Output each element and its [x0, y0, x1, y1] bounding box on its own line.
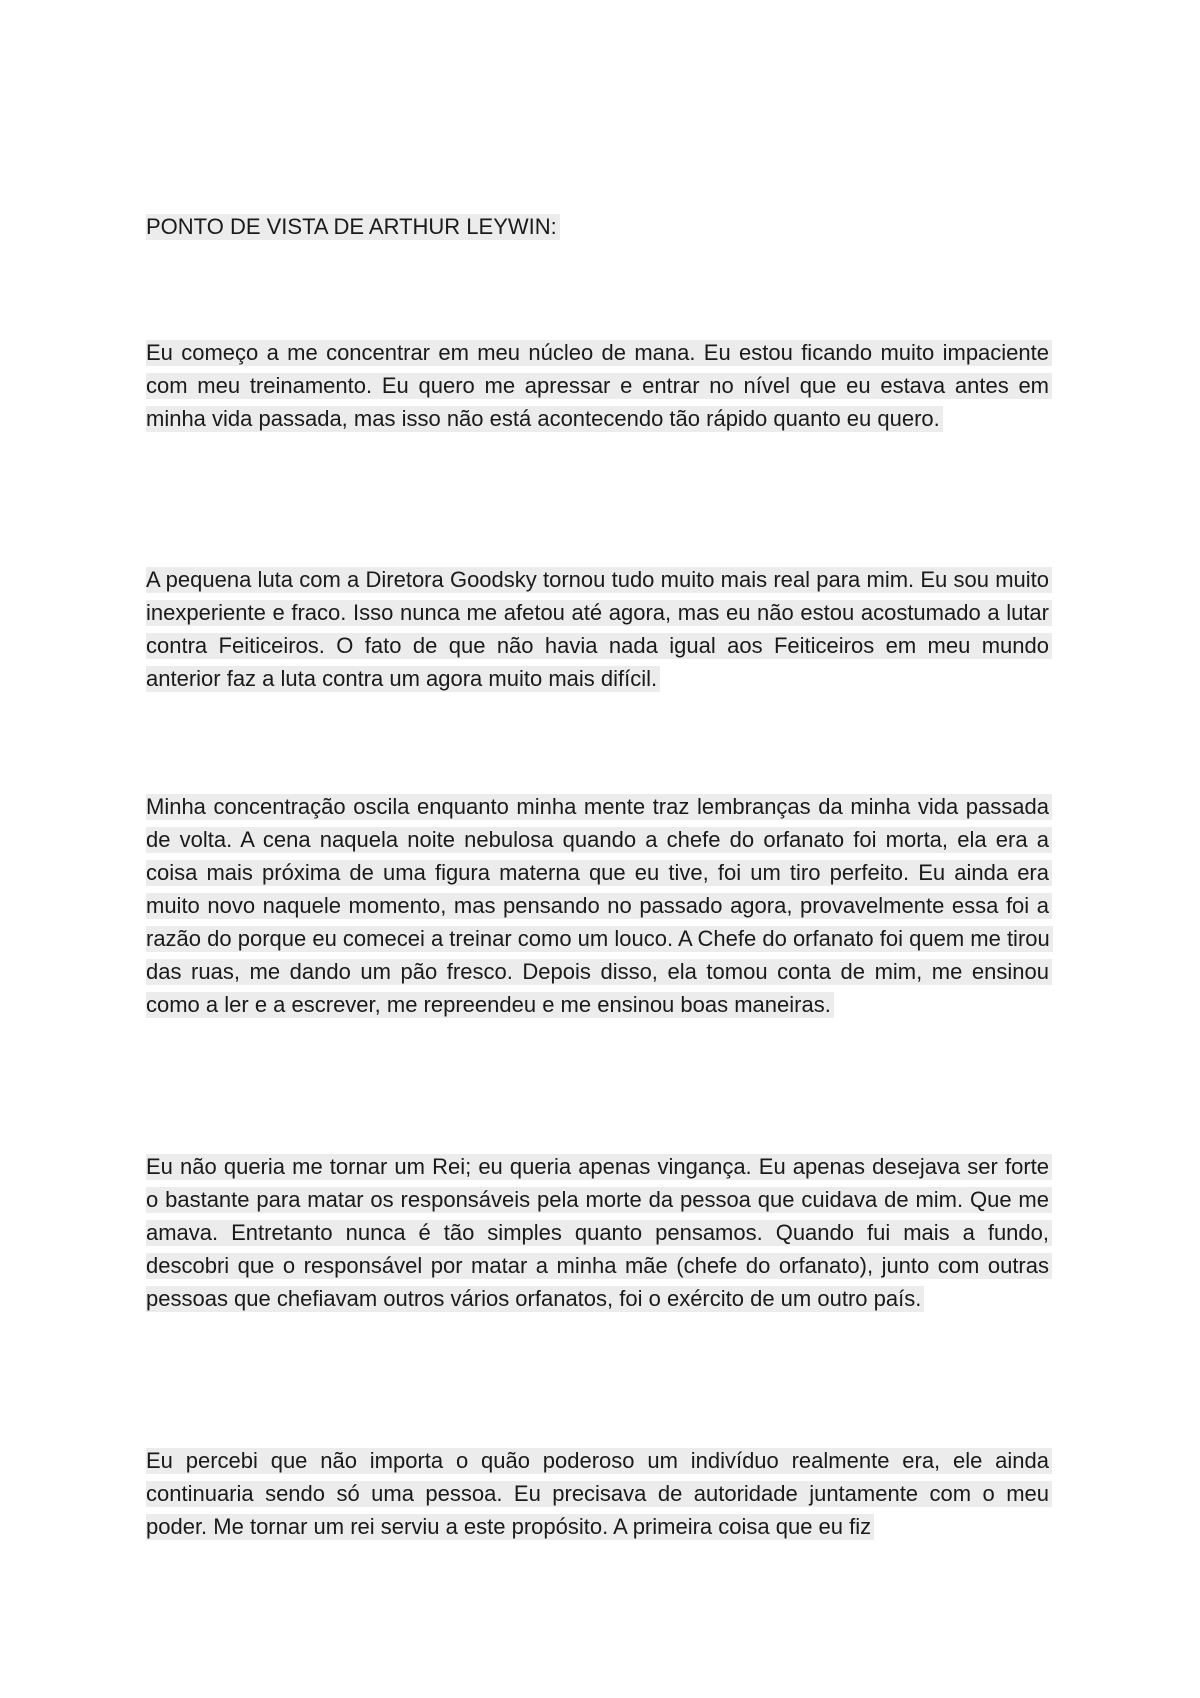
paragraph-1-text: Eu começo a me concentrar em meu núcleo de mana. Eu estou ficando muito impaciente com meu treinamento. Eu quero me apressar e entrar no nível que eu estava antes em minha vida passada, mas isso não está acontecendo tão rápido quanto eu quero. — [146, 340, 1052, 432]
paragraph-4-text: Eu não queria me tornar um Rei; eu queria apenas vingança. Eu apenas desejava ser forte o bastante para matar os responsáveis pela morte da pessoa que cuidava de mim. Que me amava. Entretanto nunca é tão simples quanto pensamos. Quando fui mais a fundo, descobri que o responsável por matar a minha mãe (chefe do orfanato), junto com outras pessoas que chefiavam outros vários orfanatos, foi o exército de um outro país. — [146, 1154, 1052, 1312]
chapter-heading-text: PONTO DE VISTA DE ARTHUR LEYWIN: — [146, 214, 560, 240]
paragraph-2-text: A pequena luta com a Diretora Goodsky tornou tudo muito mais real para mim. Eu sou muito inexperiente e fraco. Isso nunca me afetou até agora, mas eu não estou acostumado a lutar contra Feiticeiros. O fato de que não havia nada igual aos Feiticeiros em meu mundo anterior faz a luta contra um agora muito mais difícil. — [146, 567, 1052, 692]
paragraph-5-text: Eu percebi que não importa o quão poderoso um indivíduo realmente era, ele ainda continuaria sendo só uma pessoa. Eu precisava de autoridade juntamente com o meu poder. Me tornar um rei serviu a este propósito. A primeira coisa que eu fiz — [146, 1448, 1052, 1540]
paragraph-3-text: Minha concentração oscila enquanto minha mente traz lembranças da minha vida passada de volta. A cena naquela noite nebulosa quando a chefe do orfanato foi morta, ela era a coisa mais próxima de uma figura materna que eu tive, foi um tiro perfeito. Eu ainda era muito novo naquele momento, mas pensando no passado agora, provavelmente essa foi a razão do porque eu comecei a treinar como um louco. A Chefe do orfanato foi quem me tirou das ruas, me dando um pão fresco. Depois disso, ela tomou conta de mim, me ensinou como a ler e a escrever, me repreendeu e me ensinou boas maneiras. — [146, 794, 1053, 1018]
paragraph-1 — [146, 336, 1052, 435]
chapter-heading — [146, 210, 560, 243]
paragraph-5 — [146, 1444, 1052, 1543]
paragraph-2 — [146, 563, 1052, 695]
paragraph-3 — [146, 790, 1052, 1021]
paragraph-4 — [146, 1150, 1052, 1315]
